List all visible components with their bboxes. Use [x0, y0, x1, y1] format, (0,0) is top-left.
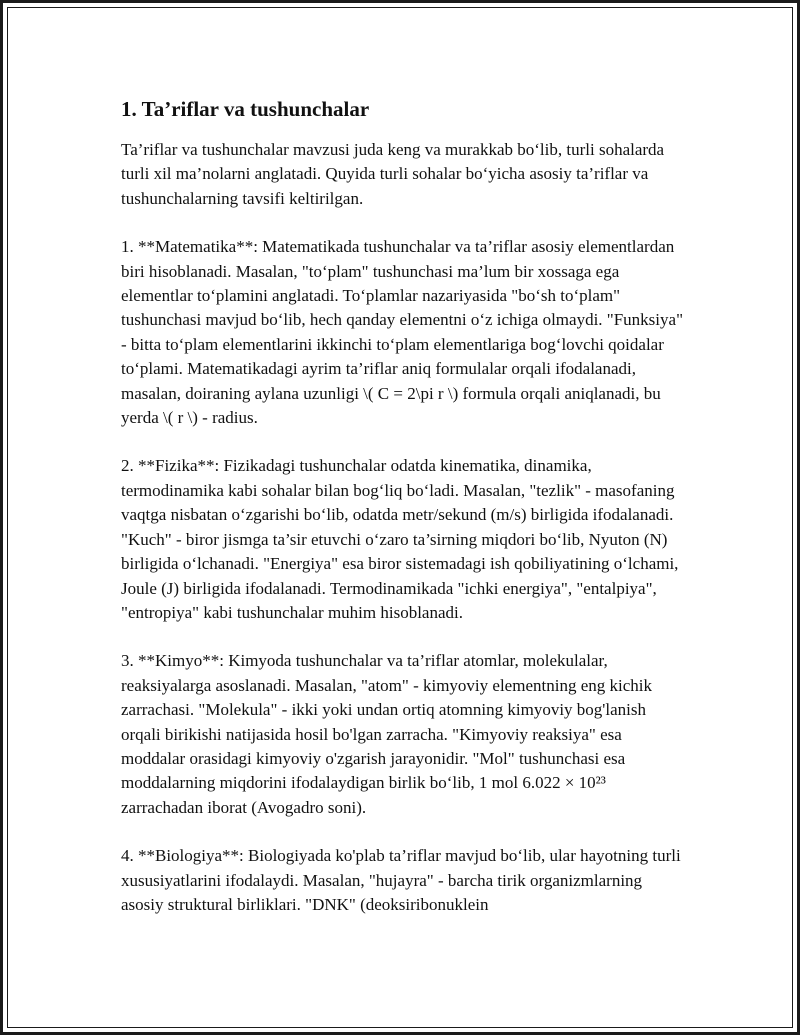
intro-paragraph: Ta’riflar va tushunchalar mavzusi juda keng va murakkab bo‘lib, turli sohalarda turli xil ma’nolarni anglatadi. Quyida turli sohalar bo‘yicha asosiy ta’riflar va tushunchalarning tavsifi keltirilgan.: [121, 140, 665, 208]
mathematics-paragraph: 1. **Matematika**: Matematikada tushunchalar va ta’riflar asosiy elementlardan biri hisoblanadi. Masalan, "to‘plam" tushunchasi ma’lum bir xossaga ega elementlar to‘plamini anglatadi. To‘plamlar nazariyasida "bo‘sh to‘plam" tushunchasi mavjud bo‘lib, hech qanday elementni o‘z ichiga olmaydi. "Funksiya" - bitta to‘plam elementlarini ikkinchi to‘plam elementlariga bog‘lovchi qoidalar to‘plami. Matematikadagi ayrim ta’riflar aniq formulalar orqali ifodalanadi, masalan, doiraning aylana uzunligi \( C = 2\pi r \) formula orqali aniqlanadi, bu yerda \( r \) - radius.: [121, 237, 684, 428]
section-heading: 1. Ta’riflar va tushunchalar: [121, 97, 370, 121]
chemistry-paragraph: 3. **Kimyo**: Kimyoda tushunchalar va ta’riflar atomlar, molekulalar, reaksiyalarga asoslanadi. Masalan, "atom" - kimyoviy elementning eng kichik zarrachasi. "Molekula" - ikki yoki undan ortiq atomning kimyoviy bog'lanish orqali birikishi natijasida hosil bo'lgan zarracha. "Kimyoviy reaksiya" esa moddalar orasidagi kimyoviy o'zgarish jarayonidir. "Mol" tushunchasi esa moddalarning miqdorini ifodalaydigan birlik bo‘lib, 1 mol 6.022 × 10²³ zarrachadan iborat (Avogadro soni).: [121, 651, 652, 817]
document-body: [121, 96, 686, 941]
physics-paragraph: 2. **Fizika**: Fizikadagi tushunchalar odatda kinematika, dinamika, termodinamika kabi sohalar bilan bog‘liq bo‘ladi. Masalan, "tezlik" - masofaning vaqtga nisbatan o‘zgarishi bo‘lib, odatda metr/sekund (m/s) birligida ifodalanadi. "Kuch" - biror jismga ta’sir etuvchi o‘zaro ta’sirning miqdori bo‘lib, Nyuton (N) birligida o‘lchanadi. "Energiya" esa biror sistemadagi ish qobiliyatining o‘lchami, Joule (J) birligida ifodalanadi. Termodinamikada "ichki energiya", "entalpiya", "entropiya" kabi tushunchalar muhim hisoblanadi.: [121, 456, 679, 622]
biology-paragraph: 4. **Biologiya**: Biologiyada ko'plab ta’riflar mavjud bo‘lib, ular hayotning turli xususiyatlarini ifodalaydi. Masalan, "hujayra" - barcha tirik organizmlarning asosiy struktural birliklari. "DNK" (deoksiribonuklein: [121, 846, 681, 914]
